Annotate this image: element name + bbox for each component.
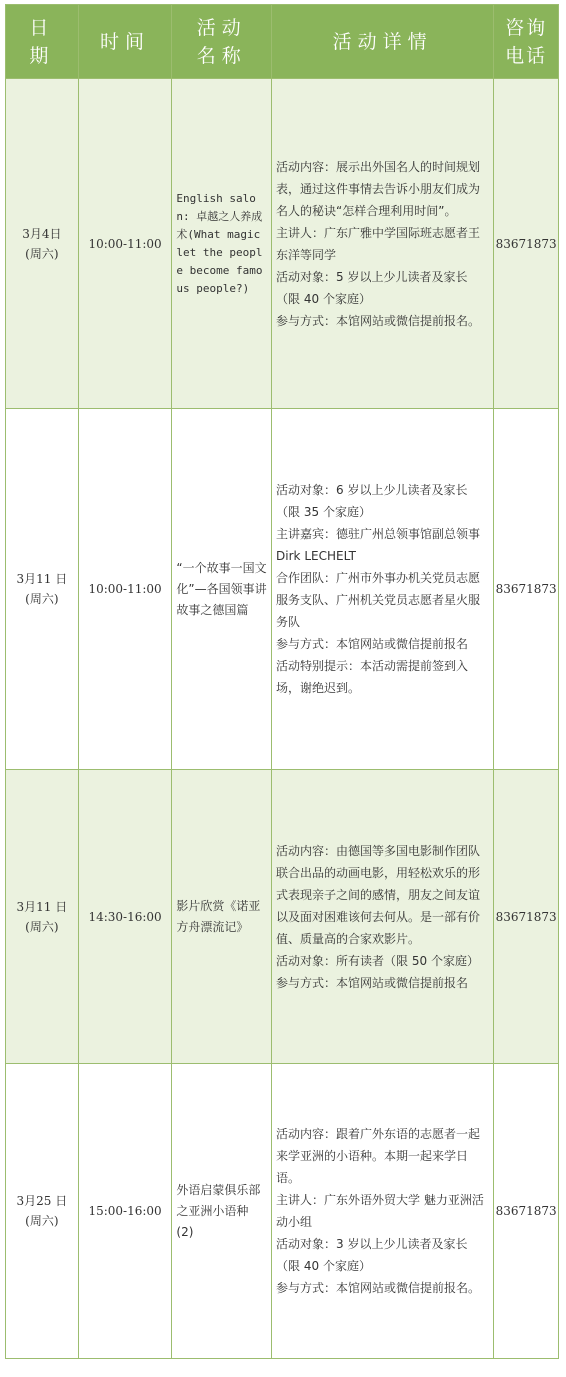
header-date: 日期 bbox=[6, 5, 79, 78]
date-cell bbox=[6, 1064, 79, 1358]
detail-line: 参与方式：本馆网站或微信提前报名。 bbox=[276, 313, 481, 328]
detail-line: 主讲人：广东外语外贸大学 魅力亚洲活动小组 bbox=[276, 1193, 484, 1229]
phone-cell bbox=[494, 79, 558, 408]
time-cell bbox=[79, 770, 173, 1063]
date-cell bbox=[6, 79, 79, 408]
event-date: 3月25 日 bbox=[16, 1194, 68, 1208]
event-date: 3月11 日 bbox=[16, 572, 68, 586]
event-weekday: (周六) bbox=[25, 1214, 59, 1228]
event-phone: 83671873 bbox=[495, 582, 557, 596]
detail-line: 活动内容：跟着广外东语的志愿者一起来学亚洲的小语种。本期一起来学日语。 bbox=[276, 1127, 481, 1185]
table-row bbox=[6, 409, 558, 770]
event-phone: 83671873 bbox=[495, 236, 557, 251]
header-detail: 活动详情 bbox=[272, 5, 494, 78]
detail-line: 活动对象：6 岁以上少儿读者及家长（限 35 个家庭） bbox=[276, 483, 468, 519]
event-date: 3月4日 bbox=[22, 226, 62, 241]
detail-cell bbox=[272, 770, 494, 1063]
event-time: 10:00-11:00 bbox=[88, 582, 162, 596]
event-name: English salon: 卓越之人养成术(What magic let the people become famous people?) bbox=[176, 191, 263, 295]
event-time: 14:30-16:00 bbox=[88, 909, 162, 924]
date-cell bbox=[6, 409, 79, 769]
event-name: “一个故事一国文化”—各国领事讲故事之德国篇 bbox=[176, 560, 267, 617]
detail-line: 参与方式：本馆网站或微信提前报名。 bbox=[276, 1281, 481, 1295]
event-phone: 83671873 bbox=[495, 909, 557, 924]
phone-cell bbox=[494, 1064, 558, 1358]
event-name: 外语启蒙俱乐部之亚洲小语种 (2) bbox=[176, 1182, 261, 1239]
phone-cell bbox=[494, 409, 558, 769]
event-weekday: (周六) bbox=[25, 246, 59, 261]
table-header bbox=[6, 5, 558, 79]
detail-cell bbox=[272, 79, 494, 408]
table-row bbox=[6, 1064, 558, 1358]
detail-line: 主讲人：广东广雅中学国际班志愿者王东洋等同学 bbox=[276, 225, 481, 262]
name-cell bbox=[172, 1064, 272, 1358]
detail-line: 参与方式：本馆网站或微信提前报名 bbox=[276, 637, 469, 651]
events-table bbox=[5, 4, 559, 1359]
time-cell bbox=[79, 409, 173, 769]
table-row bbox=[6, 79, 558, 409]
header-name: 活动名称 bbox=[172, 5, 272, 78]
phone-cell bbox=[494, 770, 558, 1063]
event-name: 影片欣赏《诺亚方舟漂流记》 bbox=[176, 898, 261, 934]
event-weekday: (周六) bbox=[25, 592, 59, 606]
event-phone: 83671873 bbox=[495, 1204, 557, 1218]
event-time: 15:00-16:00 bbox=[88, 1204, 162, 1218]
detail-line: 活动内容：展示出外国名人的时间规划表，通过这件事情去告诉小朋友们成为名人的秘诀“怎样合理利用时间”。 bbox=[276, 159, 481, 218]
header-time: 时间 bbox=[79, 5, 173, 78]
detail-line: 活动对象：所有读者（限 50 个家庭） bbox=[276, 953, 479, 968]
time-cell bbox=[79, 1064, 173, 1358]
detail-line: 活动内容：由德国等多国电影制作团队联合出品的动画电影，用轻松欢乐的形式表现亲子之间的感情，朋友之间友谊以及面对困难该何去何从。是一部有价值、质量高的合家欢影片。 bbox=[276, 843, 481, 946]
detail-line: 活动对象：3 岁以上少儿读者及家长（限 40 个家庭） bbox=[276, 1237, 468, 1273]
detail-cell bbox=[272, 409, 494, 769]
detail-line: 主讲嘉宾：德驻广州总领事馆副总领事 Dirk LECHELT bbox=[276, 527, 481, 563]
event-time: 10:00-11:00 bbox=[88, 236, 162, 251]
event-date: 3月11 日 bbox=[16, 899, 68, 914]
detail-cell bbox=[272, 1064, 494, 1358]
date-cell bbox=[6, 770, 79, 1063]
name-cell bbox=[172, 770, 272, 1063]
name-cell bbox=[172, 79, 272, 408]
detail-line: 合作团队：广州市外事办机关党员志愿服务支队、广州机关党员志愿者星火服务队 bbox=[276, 571, 481, 629]
header-phone: 咨询电话 bbox=[505, 16, 548, 67]
table-row bbox=[6, 770, 558, 1064]
detail-line: 活动对象：5 岁以上少儿读者及家长（限 40 个家庭） bbox=[276, 269, 468, 306]
detail-line: 活动特别提示：本活动需提前签到入场，谢绝迟到。 bbox=[276, 659, 469, 695]
name-cell bbox=[172, 409, 272, 769]
event-weekday: (周六) bbox=[25, 919, 59, 934]
time-cell bbox=[79, 79, 173, 408]
detail-line: 参与方式：本馆网站或微信提前报名 bbox=[276, 975, 469, 990]
